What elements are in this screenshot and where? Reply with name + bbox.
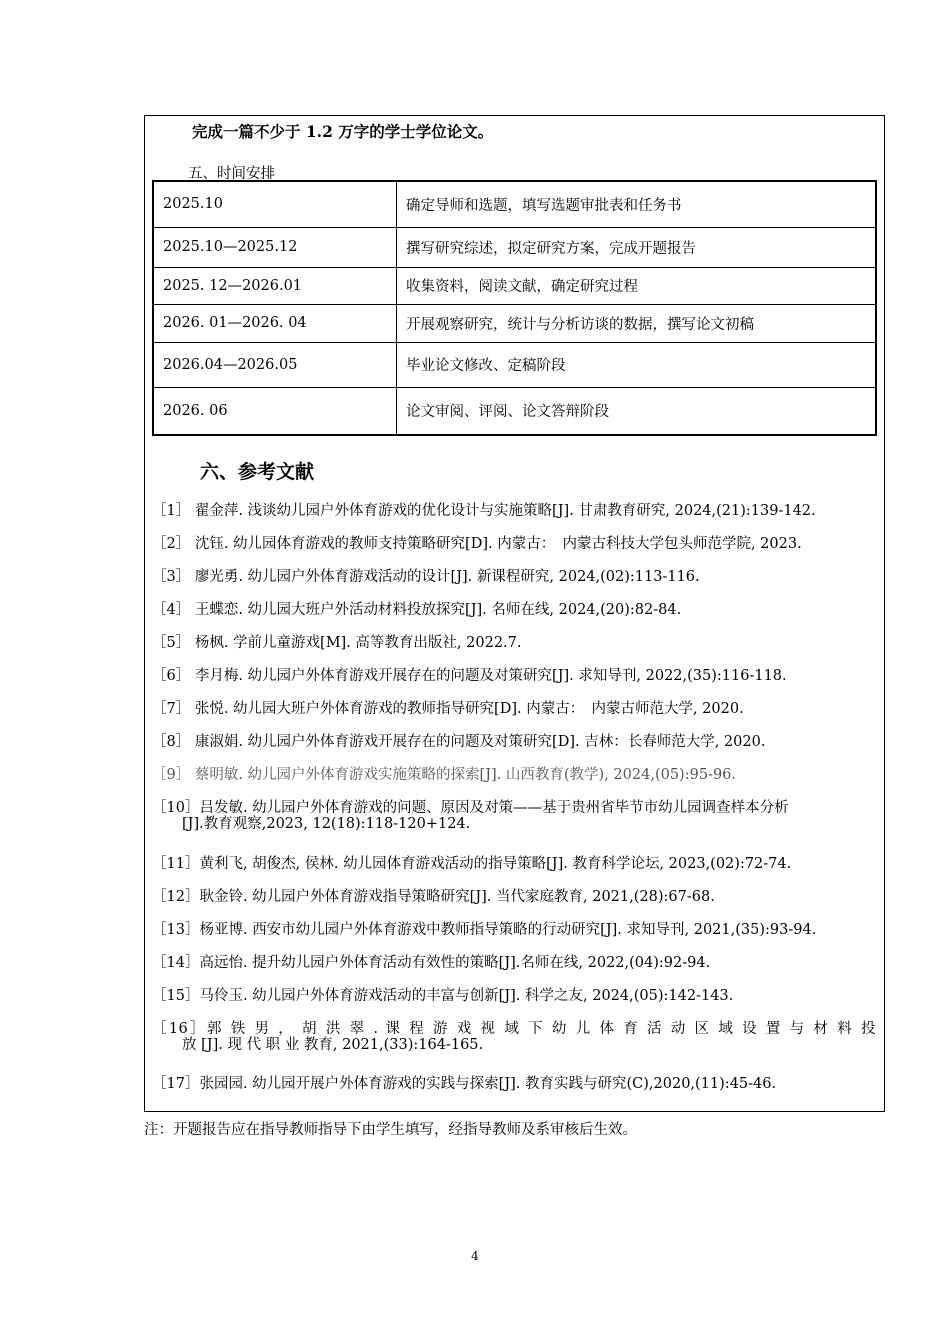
task-cell: 毕业论文修改、定稿阶段 [397, 342, 877, 387]
reference-item [152, 1021, 876, 1053]
reference-item: ［14］高远怡. 提升幼儿园户外体育活动有效性的策略[J].名师在线, 2022,(04):92-94. [152, 955, 711, 971]
table-row [153, 267, 876, 304]
period-cell: 2025.10 [153, 181, 397, 227]
references-heading: 六、参考文献 [200, 461, 315, 483]
task-cell: 开展观察研究，统计与分析访谈的数据，撰写论文初稿 [397, 304, 877, 342]
reference-line: [J].教育观察,2023, 12(18):118-120+124. [182, 816, 471, 832]
table-row [153, 181, 876, 227]
reference-item: ［6］ 李月梅. 幼儿园户外体育游戏开展存在的问题及对策研究[J]. 求知导刊, 2022,(35):116-118. [152, 668, 787, 684]
reference-item: ［13］杨亚博. 西安市幼儿园户外体育游戏中教师指导策略的行动研究[J]. 求知导刊, 2021,(35):93-94. [152, 922, 817, 938]
table-row [153, 387, 876, 435]
reference-item: ［7］ 张悦. 幼儿园大班户外体育游戏的教师指导研究[D]. 内蒙古： 内蒙古师范大学, 2020. [152, 701, 744, 717]
table-row [153, 342, 876, 387]
reference-item: ［8］ 康淑娟. 幼儿园户外体育游戏开展存在的问题及对策研究[D]. 吉林：长春师范大学, 2020. [152, 734, 766, 750]
page-number: 4 [471, 1249, 479, 1263]
table-row [153, 304, 876, 342]
reference-item: ［12］耿金铃. 幼儿园户外体育游戏指导策略研究[J]. 当代家庭教育, 2021,(28):67-68. [152, 889, 715, 905]
period-cell: 2026.04—2026.05 [153, 342, 397, 387]
reference-line: ［16］郭 铁 男 ， 胡 洪 翠 . 课 程 游 戏 视 域 下 幼 儿 体 育 活 动 区 域 设 置 与 材 料 投 [152, 1021, 876, 1037]
reference-item: ［5］ 杨枫. 学前儿童游戏[M]. 高等教育出版社, 2022.7. [152, 635, 522, 651]
reference-item [152, 800, 876, 832]
reference-item: ［1］ 翟金萍. 浅谈幼儿园户外体育游戏的优化设计与实施策略[J]. 甘肃教育研究, 2024,(21):139-142. [152, 503, 816, 519]
period-cell: 2025. 12—2026.01 [153, 267, 397, 304]
reference-line: 放 [J]. 现 代 职 业 教育, 2021,(33):164-165. [182, 1037, 484, 1053]
task-cell: 收集资料，阅读文献，确定研究过程 [397, 267, 877, 304]
footnote: 注：开题报告应在指导教师指导下由学生填写，经指导教师及系审核后生效。 [144, 1122, 637, 1138]
reference-item: ［3］ 廖光勇. 幼儿园户外体育游戏活动的设计[J]. 新课程研究, 2024,(02):113-116. [152, 569, 700, 585]
task-cell: 确定导师和选题，填写选题审批表和任务书 [397, 181, 877, 227]
reference-item: ［17］张园园. 幼儿园开展户外体育游戏的实践与探索[J]. 教育实践与研究(C),2020,(11):45-46. [152, 1076, 777, 1092]
reference-item: ［9］ 蔡明敏. 幼儿园户外体育游戏实施策略的探索[J]. 山西教育(教学), 2024,(05):95-96. [152, 767, 736, 783]
reference-item: ［15］马伶玉. 幼儿园户外体育游戏活动的丰富与创新[J]. 科学之友, 2024,(05):142-143. [152, 988, 734, 1004]
schedule-table [152, 180, 877, 436]
task-cell: 撰写研究综述，拟定研究方案，完成开题报告 [397, 227, 877, 267]
period-cell: 2025.10—2025.12 [153, 227, 397, 267]
intro-text: 完成一篇不少于 1.2 万字的学士学位论文。 [192, 122, 494, 141]
reference-line: ［10］吕发敏. 幼儿园户外体育游戏的问题、原因及对策——基于贵州省毕节市幼儿园调查样本分析 [152, 800, 789, 816]
period-cell: 2026. 01—2026. 04 [153, 304, 397, 342]
reference-item: ［4］ 王蝶恋. 幼儿园大班户外活动材料投放探究[J]. 名师在线, 2024,(20):82-84. [152, 602, 682, 618]
task-cell: 论文审阅、评阅、论文答辩阶段 [397, 387, 877, 435]
reference-item: ［2］ 沈钰. 幼儿园体育游戏的教师支持策略研究[D]. 内蒙古： 内蒙古科技大学包头师范学院, 2023. [152, 536, 802, 552]
reference-item: ［11］黄利飞, 胡俊杰, 侯林. 幼儿园体育游戏活动的指导策略[J]. 教育科学论坛, 2023,(02):72-74. [152, 856, 792, 872]
period-cell: 2026. 06 [153, 387, 397, 435]
schedule-title: 五、时间安排 [188, 166, 275, 182]
table-row [153, 227, 876, 267]
